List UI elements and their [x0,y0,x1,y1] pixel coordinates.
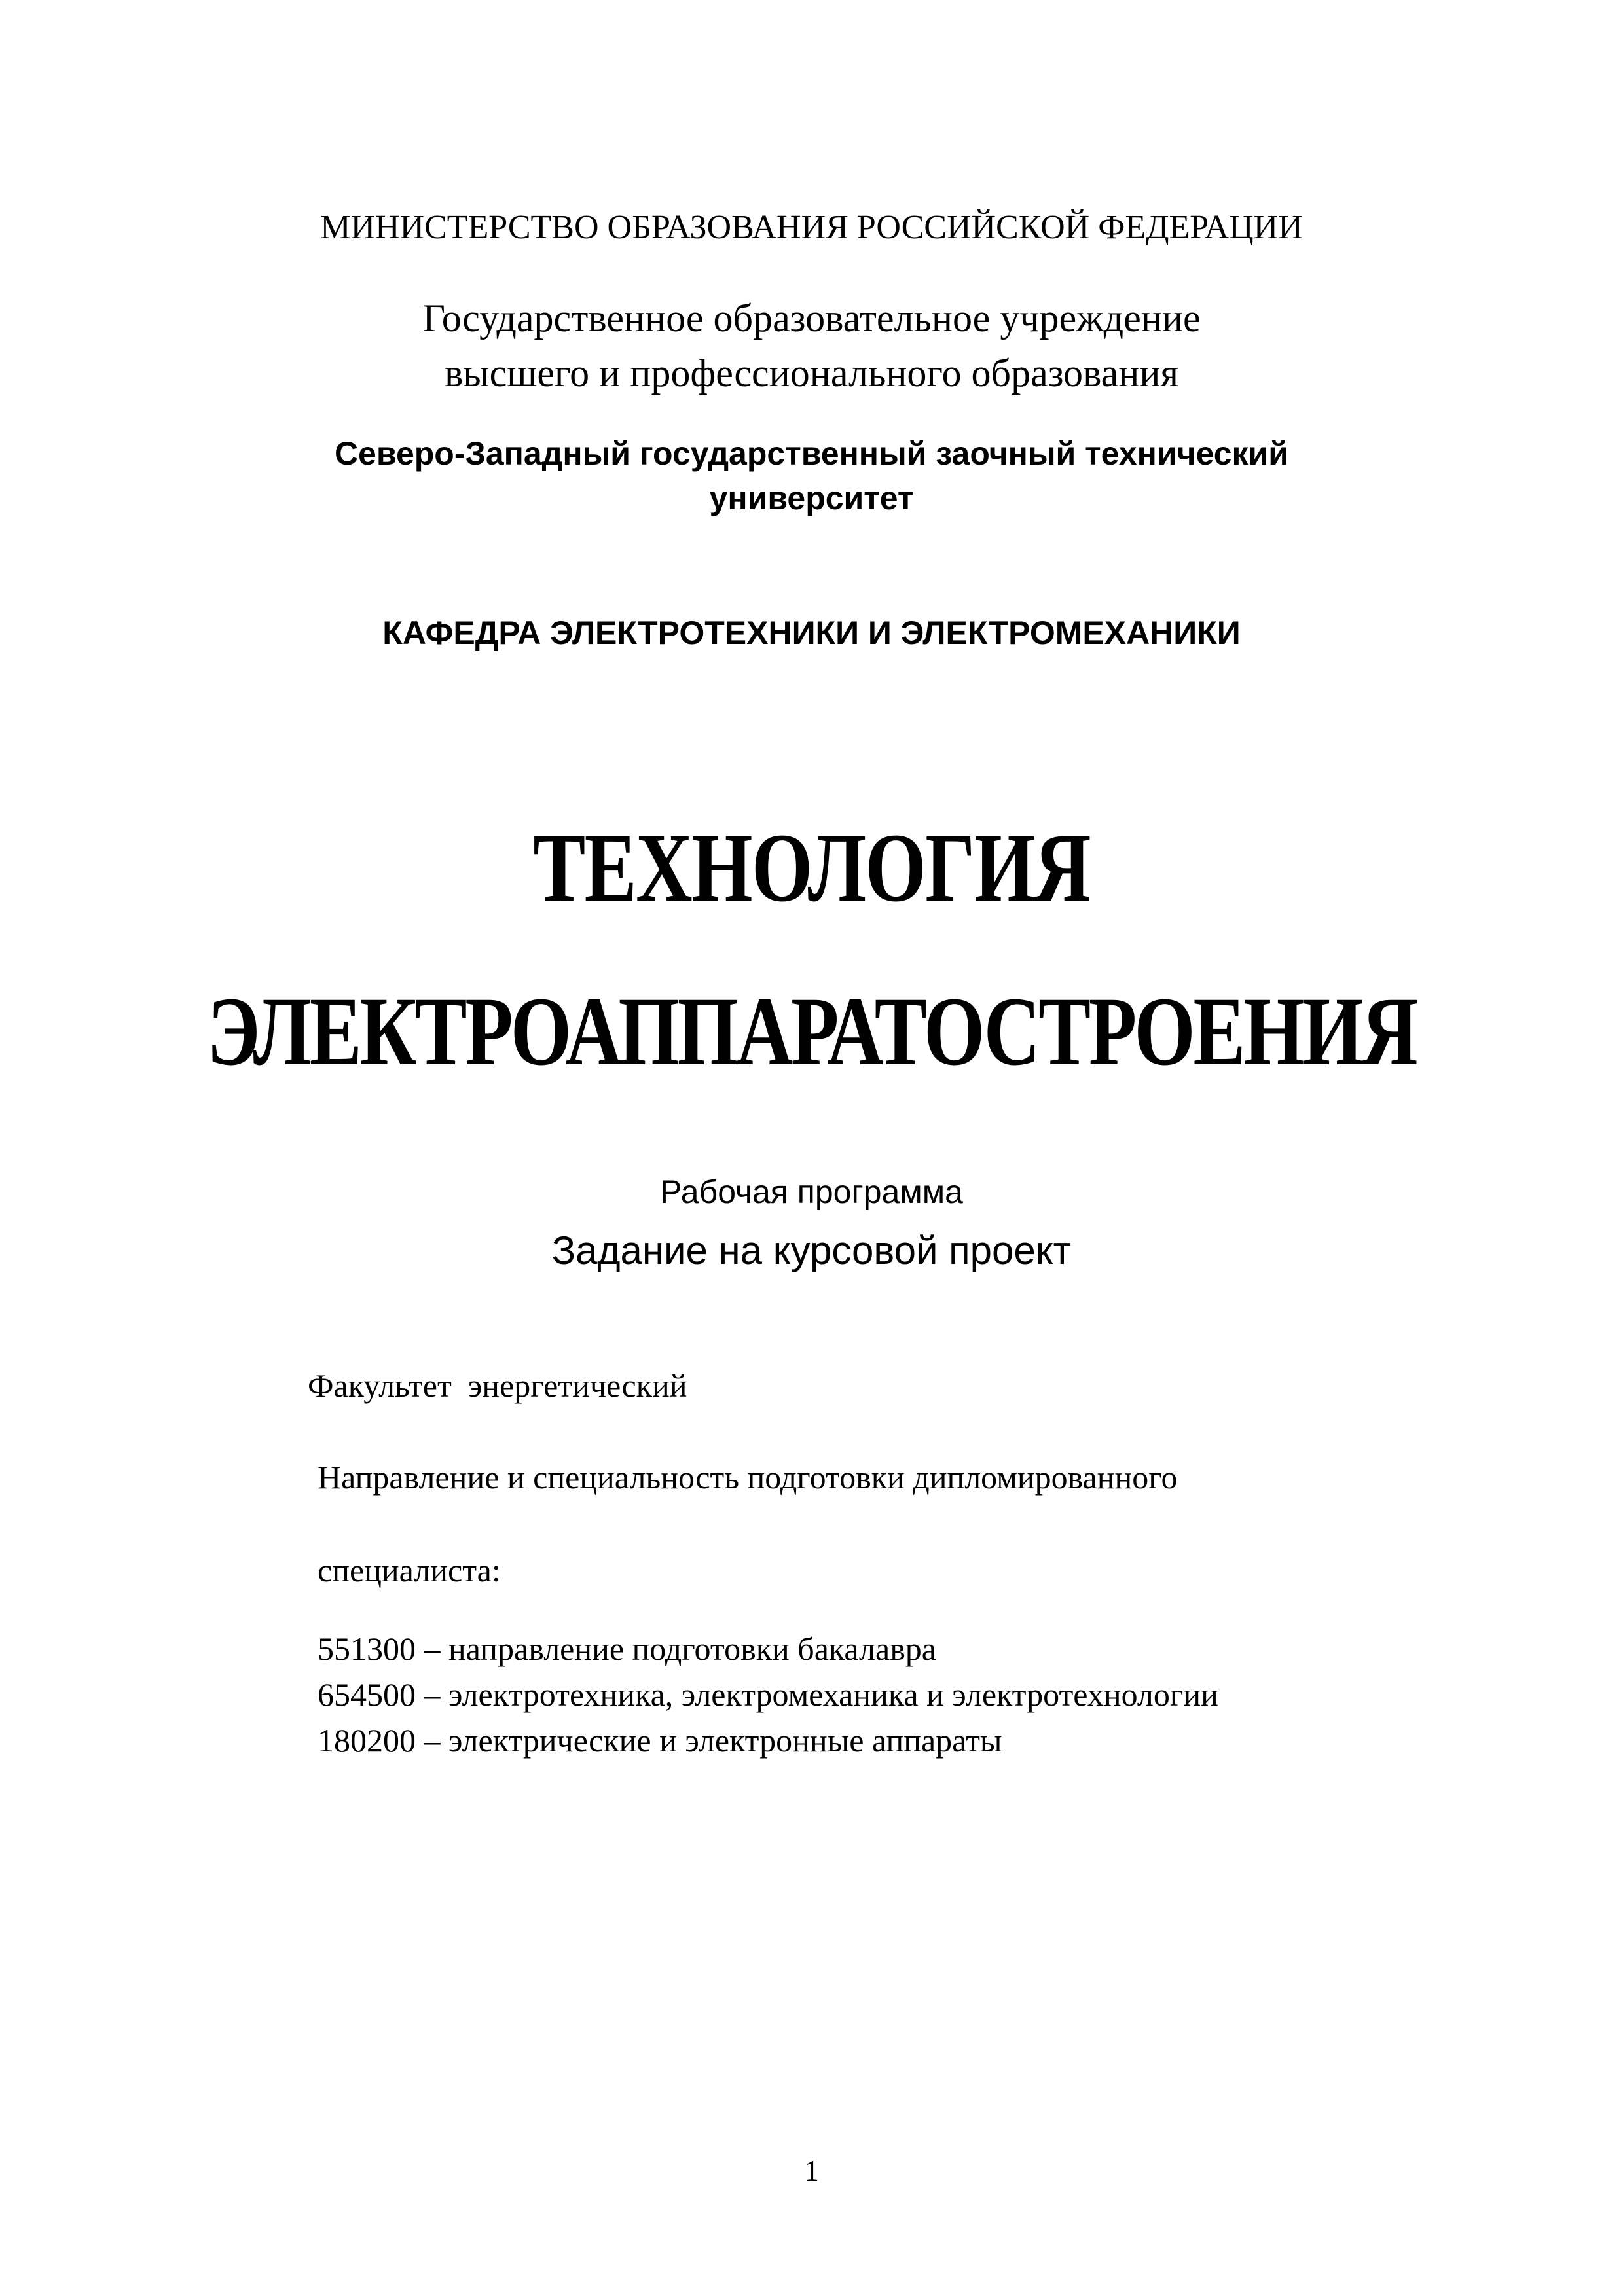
institution-line-1: Государственное образовательное учреждение [422,296,1201,340]
specialist-line: специалиста: [318,1552,501,1588]
direction-line: Направление и специальность подготовки дипломированного [318,1459,1178,1496]
course-project-label: Задание на курсовой проект [551,1229,1072,1272]
work-program-label: Рабочая программа [660,1174,963,1210]
department-heading: КАФЕДРА ЭЛЕКТРОТЕХНИКИ И ЭЛЕКТРОМЕХАНИКИ [382,615,1241,651]
document-title-line-1: ТЕХНОЛОГИЯ [533,814,1090,922]
ministry-heading: МИНИСТЕРСТВО ОБРАЗОВАНИЯ РОССИЙСКОЙ ФЕДЕРАЦИИ [320,209,1303,246]
specialty-code-line: 551300 – направление подготовки бакалавра [318,1630,936,1667]
document-title-line-2: ЭЛЕКТРОАППАРАТОСТРОЕНИЯ [206,977,1417,1086]
university-line-2: университет [709,480,914,516]
faculty-line: Факультет энергетический [308,1367,687,1404]
specialty-code-line: 180200 – электрические и электронные аппараты [318,1722,1002,1759]
page-number: 1 [804,2154,819,2187]
institution-line-2: высшего и профессионального образования [444,351,1179,395]
university-line-1: Северо-Западный государственный заочный технический [334,435,1289,472]
specialty-code-line: 654500 – электротехника, электромеханика и электротехнологии [318,1676,1218,1713]
